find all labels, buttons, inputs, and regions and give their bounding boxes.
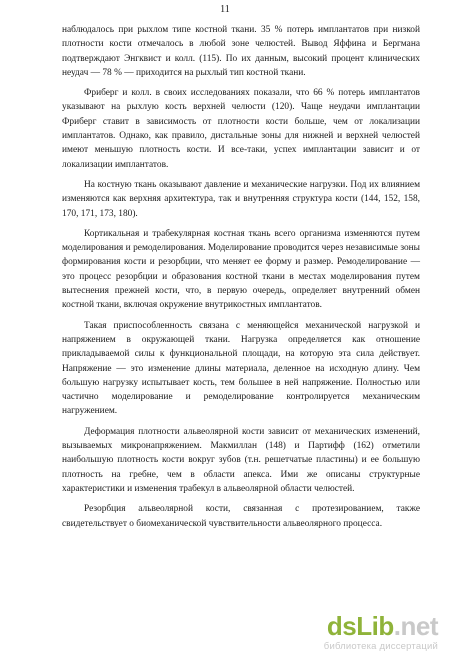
paragraph-2: Фриберг и колл. в своих исследованиях показали, что 66 % потерь имплантатов указывают на рыхлую кость верхней челюсти (120). Чаще неудачи имплантации Фриберг ставит в зависимость от плотности кости больше, чем от локализации имплантатов. Однако, как правило, дистальные зоны для нижней и верхней челюстей имеют меньшую плотность кости. И все-таки, успех имплантации зависит и от локализации имплантатов. [62, 88, 420, 170]
watermark-logo-text [308, 611, 438, 641]
watermark-subtitle: библиотека диссертаций [323, 641, 438, 652]
watermark-logo-part2: .net [393, 611, 438, 641]
paragraph-1: наблюдалось при рыхлом типе костной ткани. 35 % потерь имплантатов при низкой плотности кости отмечалось в любой зоне челюстей. Вывод Яффина и Бергмана подтверждают Энгквист и колл. (115). По их данным, высокий процент клинических неудач — 78 % — приходится на рыхлый тип костной ткани. [62, 25, 420, 78]
paragraph-5: Такая приспособленность связана с меняющейся механической нагрузкой и напряжением в окружающей ткани. Нагрузка определяется как отношение прикладываемой силы к функциональной площади, на которую эта сила действует. Напряжение — это изменение длины материала, деленное на исходную длину. Чем большую нагрузку испытывает кость, тем большее в ней напряжение. Полностью или частично моделирование и ремоделирование контролируется механическим нагружением. [62, 320, 420, 417]
paragraph-3: На костную ткань оказывают давление и механические нагрузки. Под их влиянием изменяются как верхняя архитектура, так и внутренняя структура кости (144, 152, 158, 170, 171, 173, 180). [62, 179, 420, 219]
paragraph-7: Резорбция альвеолярной кости, связанная с протезированием, также свидетельствует о биомеханической чувствительности альвеолярного процесса. [62, 504, 420, 529]
page-number: 11 [220, 4, 230, 15]
watermark-logo-part1: dsLib [326, 611, 394, 641]
paragraph-6: Деформация плотности альвеолярной кости зависит от механических изменений, вызываемых микронапряжением. Макмиллан (148) и Партифф (162) отметили наибольшую плотность кости вокруг зубов (т.н. решетчатые пластины) и ее большую плотность на гребне, чем в области апекса. Ими же описаны структурные характеристики и изменения трабекул в альвеолярной области челюстей. [62, 426, 420, 494]
document-body [62, 23, 420, 531]
paragraph-4: Кортикальная и трабекулярная костная ткань всего организма изменяются путем моделирования и ремоделирования. Моделирование проводится через независимые зоны формирования кости и резорбции, что меняет ее форму и размер. Ремоделирование — это процесс резорбции и образования костной ткани в местах моделирования путем вытеснения прежней кости, что, в первую очередь, определяет внутренний обмен костной ткани, включая окружение внутрикостных имплантатов. [62, 228, 420, 311]
watermark-logo [308, 611, 438, 655]
